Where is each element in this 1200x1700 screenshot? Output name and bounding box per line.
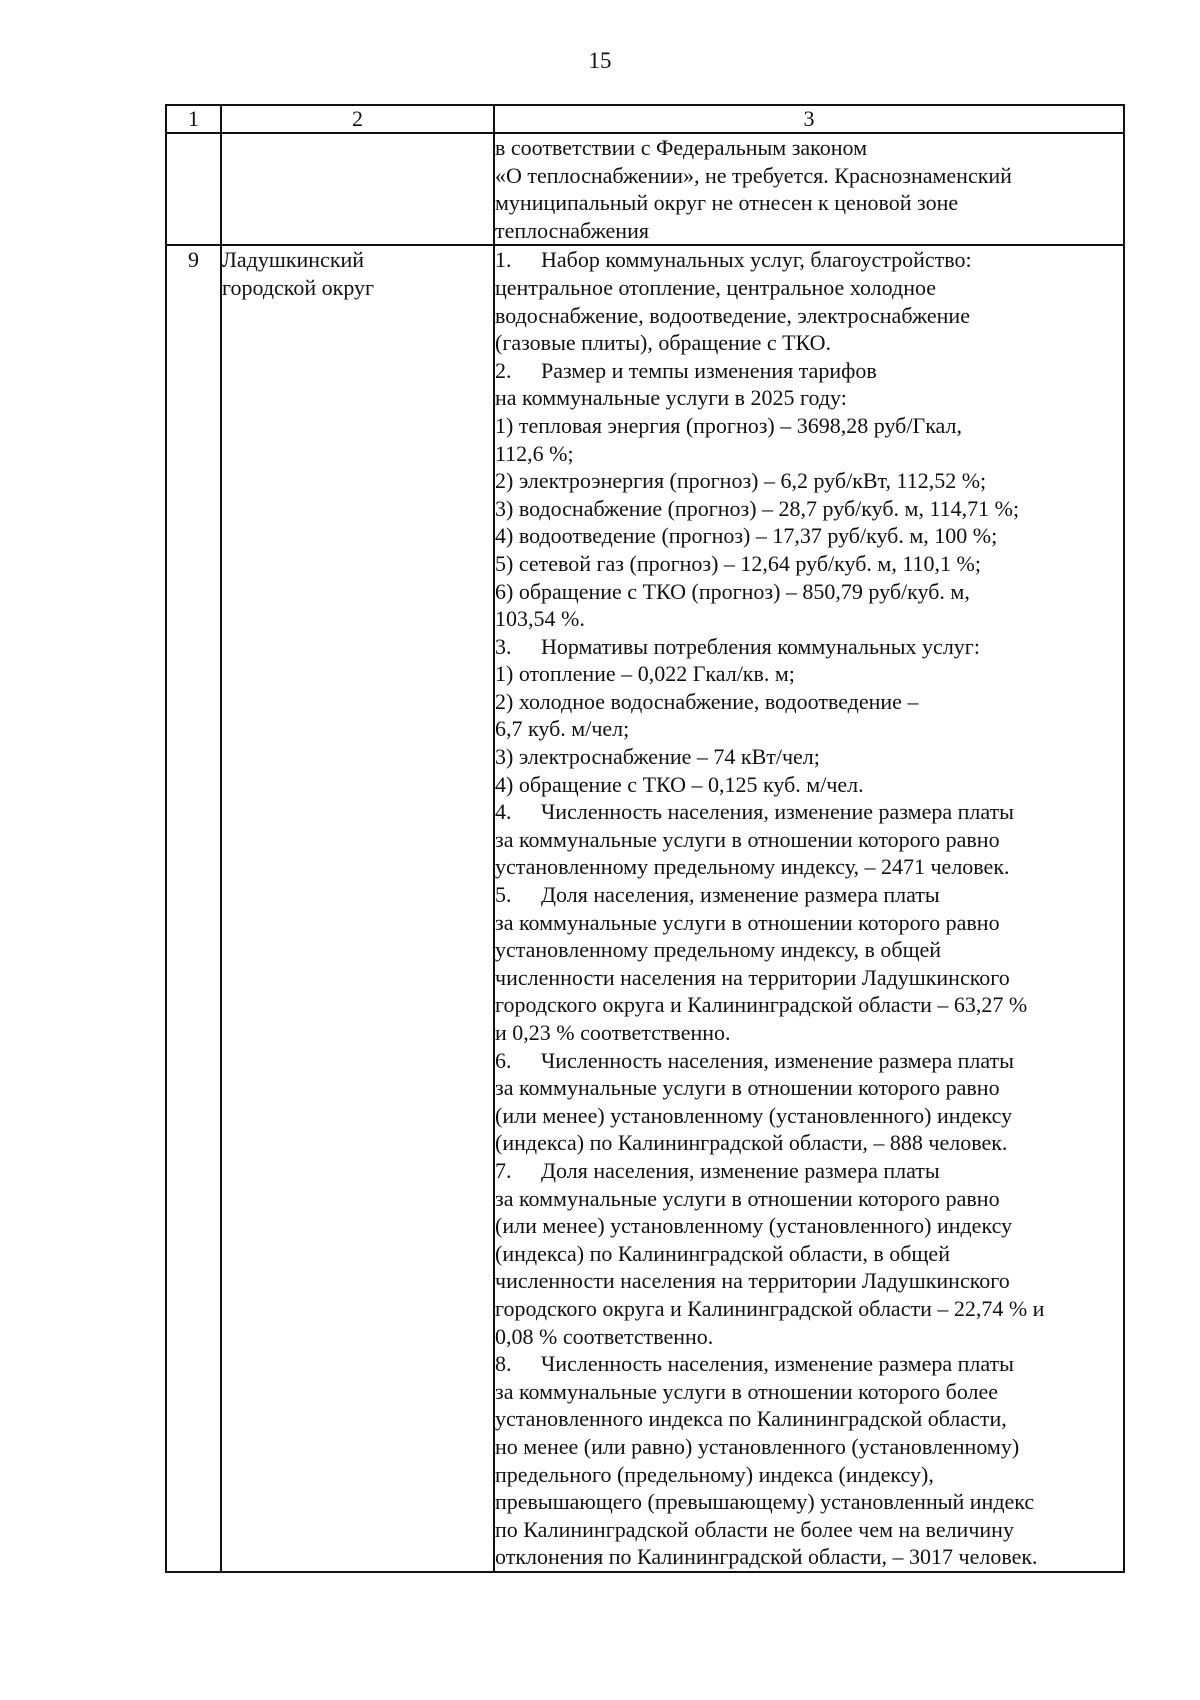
list-item-text: центральное отопление, центральное холодное: [495, 274, 937, 300]
list-item: [495, 1157, 1123, 1350]
list-item-line: [495, 771, 1123, 799]
list-item-text: Численность населения, изменение размера платы: [541, 1047, 1014, 1073]
row-municipality-name: [221, 245, 494, 1572]
list-item-text: городского округа и Калининградской области – 22,74 % и: [495, 1295, 1045, 1321]
list-item-line: [495, 1350, 1123, 1378]
list-item-line: [495, 578, 1123, 606]
list-item: [495, 1047, 1123, 1157]
list-item-line: [495, 633, 1123, 661]
list-item-line: [495, 274, 1123, 302]
list-item-line: [495, 1185, 1123, 1213]
list-item-number: 4.: [495, 799, 512, 825]
list-item: [495, 1350, 1123, 1571]
list-item: [495, 633, 1123, 799]
list-item-text: но менее (или равно) установленного (установленному): [495, 1433, 1020, 1459]
list-item-line: [495, 1323, 1123, 1351]
list-item-line: [495, 881, 1123, 909]
list-item-text: 4) водоотведение (прогноз) – 17,37 руб/куб. м, 100 %;: [495, 523, 998, 549]
list-item: [495, 357, 1123, 633]
cell-empty-name: [221, 133, 494, 245]
list-item-text: превышающего (превышающему) установленный индекс: [495, 1489, 1035, 1515]
list-item: [495, 798, 1123, 881]
list-item-text: 1) отопление – 0,022 Гкал/кв. м;: [495, 661, 795, 687]
list-item-number: 8.: [495, 1351, 512, 1377]
list-item-line: [495, 991, 1123, 1019]
list-item-text: (газовые плиты), обращение с ТКО.: [495, 330, 832, 356]
list-item-text: Нормативы потребления коммунальных услуг:: [541, 633, 980, 659]
list-item-text: за коммунальные услуги в отношении которого равно: [495, 1075, 1000, 1101]
list-item-text: установленному предельному индексу, – 2471 человек.: [495, 854, 1010, 880]
list-item-text: отклонения по Калининградской области, – 3017 человек.: [495, 1544, 1038, 1570]
row-details: [494, 245, 1124, 1572]
list-item-text: (индекса) по Калининградской области, – 888 человек.: [495, 1130, 1008, 1156]
list-item-text: численности населения на территории Ладушкинского: [495, 964, 1010, 990]
list-item-line: [495, 412, 1123, 440]
list-item-line: [495, 1074, 1123, 1102]
continuation-line: «О теплоснабжении», не требуется. Краснознаменский: [495, 162, 1012, 188]
list-item-text: (или менее) установленному (установленного) индексу: [495, 1102, 1013, 1128]
list-item-text: установленного индекса по Калининградской области,: [495, 1406, 1007, 1432]
list-item-text: водоснабжение, водоотведение, электроснабжение: [495, 302, 970, 328]
list-item-line: [495, 605, 1123, 633]
list-item-line: [495, 1378, 1123, 1406]
list-item-text: 2) электроэнергия (прогноз) – 6,2 руб/кВт, 112,52 %;: [495, 468, 987, 494]
list-item-line: [495, 853, 1123, 881]
list-item-line: [495, 909, 1123, 937]
list-item-line: [495, 1212, 1123, 1240]
list-item-text: 6,7 куб. м/чел;: [495, 716, 630, 742]
list-item-line: [495, 688, 1123, 716]
list-item-text: 3) электроснабжение – 74 кВт/чел;: [495, 744, 820, 770]
list-item-line: [495, 1102, 1123, 1130]
municipality-name-line: Ладушкинский: [222, 247, 365, 273]
list-item-text: 103,54 %.: [495, 606, 585, 632]
list-item-text: 112,6 %;: [495, 440, 574, 466]
list-item-text: и 0,23 % соответственно.: [495, 1020, 731, 1045]
list-item-line: [495, 660, 1123, 688]
list-item-line: [495, 1267, 1123, 1295]
list-item-number: 6.: [495, 1047, 512, 1073]
list-item-text: за коммунальные услуги в отношении которого равно: [495, 826, 1000, 852]
list-item-text: 2) холодное водоснабжение, водоотведение –: [495, 688, 919, 714]
list-item-line: [495, 1543, 1123, 1571]
column-header-1: 1: [166, 105, 221, 133]
list-item-text: Доля населения, изменение размера платы: [541, 1157, 940, 1183]
list-item-line: [495, 936, 1123, 964]
list-item-number: 3.: [495, 633, 512, 659]
list-item-number: 5.: [495, 882, 512, 908]
list-item-line: [495, 384, 1123, 412]
list-item: [495, 881, 1123, 1047]
list-item-line: [495, 495, 1123, 523]
list-item-line: [495, 1019, 1123, 1047]
cell-continuation-text: [494, 133, 1124, 245]
list-item-line: [495, 302, 1123, 330]
list-item-line: [495, 715, 1123, 743]
list-item-line: [495, 440, 1123, 468]
list-item-text: Доля населения, изменение размера платы: [541, 882, 940, 908]
list-item-line: [495, 798, 1123, 826]
list-item-text: 6) обращение с ТКО (прогноз) – 850,79 руб/куб. м,: [495, 578, 970, 604]
list-item-text: Численность населения, изменение размера платы: [541, 799, 1014, 825]
column-header-2: 2: [221, 105, 494, 133]
table-row-continuation: [166, 133, 1124, 245]
list-item-text: Численность населения, изменение размера платы: [541, 1351, 1014, 1377]
list-item-text: численности населения на территории Ладушкинского: [495, 1268, 1010, 1294]
list-item-line: [495, 1461, 1123, 1489]
list-item-text: 4) обращение с ТКО – 0,125 куб. м/чел.: [495, 771, 864, 797]
list-item-line: [495, 826, 1123, 854]
list-item-text: установленному предельному индексу, в общей: [495, 937, 942, 963]
list-item-text: городского округа и Калининградской области – 63,27 %: [495, 992, 1028, 1018]
list-item-text: по Калининградской области не более чем на величину: [495, 1516, 1014, 1542]
list-item-text: 1) тепловая энергия (прогноз) – 3698,28 руб/Гкал,: [495, 412, 962, 438]
data-table: [165, 104, 1125, 1573]
list-item-line: [495, 964, 1123, 992]
list-item-line: [495, 246, 1123, 274]
list-item-number: 7.: [495, 1157, 512, 1183]
list-item-line: [495, 1405, 1123, 1433]
list-item-line: [495, 522, 1123, 550]
list-item-number: 1.: [495, 247, 512, 273]
list-item-line: [495, 357, 1123, 385]
list-item-line: [495, 1157, 1123, 1185]
continuation-line: в соответствии с Федеральным законом: [495, 135, 868, 160]
list-item-text: 0,08 % соответственно.: [495, 1323, 714, 1349]
list-item-number: 2.: [495, 357, 512, 383]
list-item-text: 3) водоснабжение (прогноз) – 28,7 руб/куб. м, 114,71 %;: [495, 495, 1020, 521]
page-number: 15: [588, 48, 612, 73]
list-item-line: [495, 1129, 1123, 1157]
list-item-line: [495, 1047, 1123, 1075]
column-header-3: 3: [494, 105, 1124, 133]
list-item-line: [495, 1516, 1123, 1544]
list-item-line: [495, 329, 1123, 357]
list-item-line: [495, 743, 1123, 771]
list-item-text: Набор коммунальных услуг, благоустройство:: [541, 247, 972, 273]
list-item-line: [495, 1433, 1123, 1461]
municipality-name-line: городской округ: [222, 274, 375, 300]
list-item-text: за коммунальные услуги в отношении которого равно: [495, 1185, 1000, 1211]
list-item-text: за коммунальные услуги в отношении которого равно: [495, 909, 1000, 935]
list-item: [495, 246, 1123, 356]
list-item-line: [495, 1295, 1123, 1323]
continuation-line: муниципальный округ не отнесен к ценовой зоне: [495, 190, 959, 216]
list-item-line: [495, 467, 1123, 495]
list-item-text: (или менее) установленному (установленного) индексу: [495, 1213, 1013, 1239]
list-item-line: [495, 1488, 1123, 1516]
list-item-text: (индекса) по Калининградской области, в общей: [495, 1240, 950, 1266]
list-item-text: Размер и темпы изменения тарифов: [541, 357, 877, 383]
list-item-text: на коммунальные услуги в 2025 году:: [495, 385, 847, 411]
list-item-text: за коммунальные услуги в отношении которого более: [495, 1378, 999, 1404]
table-header-row: [166, 105, 1124, 133]
cell-empty-number: [166, 133, 221, 245]
table-row: [166, 245, 1124, 1572]
list-item-text: предельного (предельному) индекса (индексу),: [495, 1461, 934, 1487]
list-item-line: [495, 1240, 1123, 1268]
continuation-line: теплоснабжения: [495, 217, 649, 243]
list-item-text: 5) сетевой газ (прогноз) – 12,64 руб/куб. м, 110,1 %;: [495, 550, 981, 576]
list-item-line: [495, 550, 1123, 578]
row-number: 9: [166, 245, 221, 1572]
